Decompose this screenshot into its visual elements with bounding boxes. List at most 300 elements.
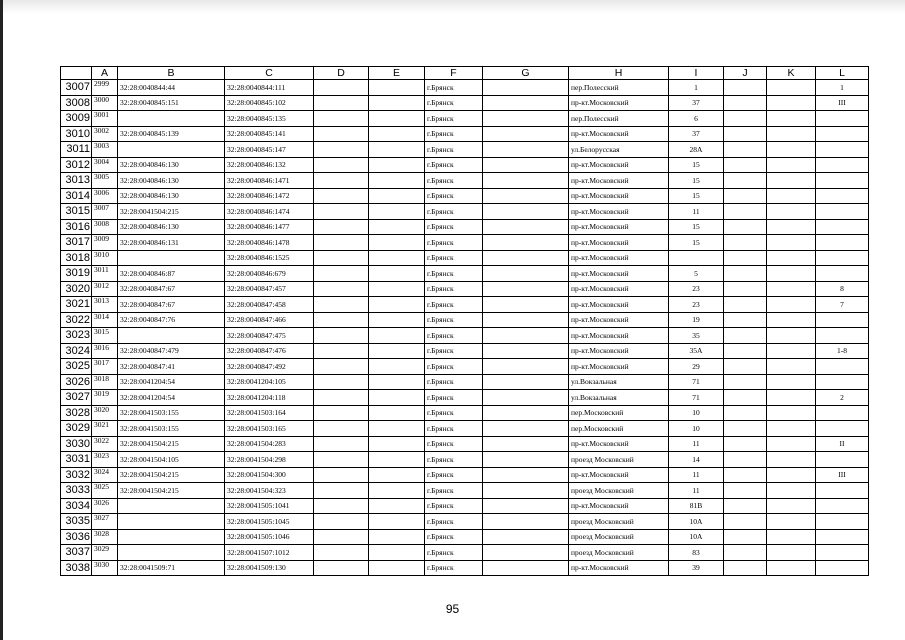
cell-d [314,111,369,127]
spreadsheet-page [60,66,869,576]
cell-i-house: 19 [669,312,724,328]
cell-f-city: г.Брянск [425,498,483,514]
row-number: 3020 [61,281,92,297]
cell-e [369,436,425,452]
row-number: 3032 [61,467,92,483]
row-number: 3038 [61,560,92,576]
cell-f-city: г.Брянск [425,436,483,452]
table-row [61,529,869,545]
cell-i-house: 11 [669,467,724,483]
page-number: 95 [445,602,460,616]
cell-h-street: пр-кт.Московский [569,204,669,220]
cell-c-cadastral: 32:28:0041504:298 [225,452,314,468]
row-number: 3019 [61,266,92,282]
col-header-k: K [767,67,816,80]
cell-c-cadastral: 32:28:0041504:323 [225,483,314,499]
cell-h-street: пер.Полесский [569,80,669,96]
cell-a: 3001 [92,111,118,127]
table-row [61,483,869,499]
row-number: 3021 [61,297,92,313]
cell-e [369,235,425,251]
cell-k [767,405,816,421]
cell-d [314,359,369,375]
cell-k [767,157,816,173]
cell-g [483,142,569,158]
cell-a: 3023 [92,452,118,468]
cell-e [369,250,425,266]
table-row [61,359,869,375]
cell-b-cadastral: 32:28:0041503:155 [118,421,225,437]
cell-f-city: г.Брянск [425,421,483,437]
cell-a: 3009 [92,235,118,251]
cell-l [816,250,869,266]
col-header-i: I [669,67,724,80]
cell-f-city: г.Брянск [425,374,483,390]
cell-d [314,297,369,313]
cell-c-cadastral: 32:28:0041507:1012 [225,545,314,561]
cell-h-street: пр-кт.Московский [569,126,669,142]
col-header-j: J [724,67,767,80]
cell-k [767,111,816,127]
cell-l [816,529,869,545]
table-row [61,126,869,142]
cell-a: 3000 [92,95,118,111]
table-row [61,142,869,158]
row-number: 3012 [61,157,92,173]
row-number: 3010 [61,126,92,142]
cell-k [767,390,816,406]
cell-d [314,250,369,266]
cell-k [767,483,816,499]
table-row [61,173,869,189]
cell-f-city: г.Брянск [425,390,483,406]
cell-g [483,281,569,297]
cell-j [724,452,767,468]
cell-c-cadastral: 32:28:0040847:492 [225,359,314,375]
cell-d [314,374,369,390]
cell-c-cadastral: 32:28:0040846:679 [225,266,314,282]
cell-f-city: г.Брянск [425,312,483,328]
cell-a: 3027 [92,514,118,530]
cell-l [816,266,869,282]
cell-j [724,250,767,266]
cell-i-house: 15 [669,157,724,173]
cell-h-street: пр-кт.Московский [569,250,669,266]
cell-b-cadastral [118,514,225,530]
cell-b-cadastral: 32:28:0040847:67 [118,281,225,297]
cell-k [767,80,816,96]
cell-f-city: г.Брянск [425,126,483,142]
cell-l [816,111,869,127]
cell-d [314,529,369,545]
cell-b-cadastral: 32:28:0040846:130 [118,188,225,204]
cell-j [724,421,767,437]
cell-e [369,173,425,189]
table-row [61,204,869,220]
cell-c-cadastral: 32:28:0040846:1478 [225,235,314,251]
cell-c-cadastral: 32:28:0040846:1477 [225,219,314,235]
cell-c-cadastral: 32:28:0040847:457 [225,281,314,297]
cell-l: II [816,436,869,452]
cell-g [483,529,569,545]
cell-i-house: 10 [669,405,724,421]
table-row [61,452,869,468]
cell-i-house: 71 [669,390,724,406]
cell-k [767,545,816,561]
cell-k [767,529,816,545]
cell-k [767,421,816,437]
cell-e [369,328,425,344]
cell-e [369,297,425,313]
table-row [61,188,869,204]
cell-f-city: г.Брянск [425,142,483,158]
cell-f-city: г.Брянск [425,111,483,127]
cell-i-house: 15 [669,173,724,189]
cell-j [724,405,767,421]
cell-k [767,498,816,514]
cell-a: 3014 [92,312,118,328]
cell-f-city: г.Брянск [425,80,483,96]
cell-i-house: 39 [669,560,724,576]
cell-d [314,173,369,189]
row-number: 3031 [61,452,92,468]
cell-f-city: г.Брянск [425,560,483,576]
cell-k [767,467,816,483]
cell-i-house: 29 [669,359,724,375]
cell-l [816,359,869,375]
cell-a: 3022 [92,436,118,452]
cell-e [369,157,425,173]
cell-f-city: г.Брянск [425,343,483,359]
cell-e [369,281,425,297]
cell-e [369,111,425,127]
cell-g [483,157,569,173]
col-header-e: E [369,67,425,80]
cell-c-cadastral: 32:28:0040845:135 [225,111,314,127]
cell-k [767,142,816,158]
cell-g [483,498,569,514]
row-number: 3023 [61,328,92,344]
row-number: 3033 [61,483,92,499]
cell-j [724,142,767,158]
cell-h-street: пр-кт.Московский [569,467,669,483]
cell-g [483,95,569,111]
cell-k [767,235,816,251]
table-row [61,343,869,359]
cell-b-cadastral [118,328,225,344]
cell-g [483,483,569,499]
cell-b-cadastral: 32:28:0040847:479 [118,343,225,359]
cell-k [767,359,816,375]
cell-c-cadastral: 32:28:0040847:475 [225,328,314,344]
cell-b-cadastral: 32:28:0040847:41 [118,359,225,375]
cell-d [314,80,369,96]
cell-j [724,560,767,576]
table-row [61,312,869,328]
cell-a: 3020 [92,405,118,421]
cell-a: 3002 [92,126,118,142]
cell-d [314,235,369,251]
row-number: 3018 [61,250,92,266]
cell-e [369,498,425,514]
cell-g [483,173,569,189]
cell-f-city: г.Брянск [425,235,483,251]
cell-j [724,111,767,127]
cell-c-cadastral: 32:28:0040846:132 [225,157,314,173]
cell-a: 3019 [92,390,118,406]
cell-l [816,483,869,499]
cell-f-city: г.Брянск [425,467,483,483]
cell-f-city: г.Брянск [425,219,483,235]
cell-f-city: г.Брянск [425,359,483,375]
cell-e [369,142,425,158]
table-row [61,157,869,173]
cell-b-cadastral [118,111,225,127]
cell-g [483,312,569,328]
cell-h-street: проезд Московский [569,514,669,530]
cell-a: 3011 [92,266,118,282]
cell-j [724,514,767,530]
cell-g [483,467,569,483]
cell-k [767,452,816,468]
cell-j [724,529,767,545]
cell-i-house: 6 [669,111,724,127]
cell-e [369,312,425,328]
column-header-row [61,67,869,80]
cell-l [816,328,869,344]
cell-g [483,374,569,390]
cell-e [369,343,425,359]
cell-h-street: пр-кт.Московский [569,560,669,576]
cell-j [724,126,767,142]
cell-d [314,483,369,499]
cell-l [816,126,869,142]
row-number: 3007 [61,80,92,96]
col-header-a: A [92,67,118,80]
cell-c-cadastral: 32:28:0040847:458 [225,297,314,313]
cell-g [483,436,569,452]
cell-k [767,219,816,235]
cell-k [767,173,816,189]
cell-h-street: проезд Московский [569,545,669,561]
cell-g [483,560,569,576]
cell-f-city: г.Брянск [425,328,483,344]
cell-i-house: 81В [669,498,724,514]
cell-c-cadastral: 32:28:0041504:300 [225,467,314,483]
cell-l: 8 [816,281,869,297]
cell-k [767,328,816,344]
cell-h-street: пр-кт.Московский [569,157,669,173]
cell-b-cadastral: 32:28:0040846:87 [118,266,225,282]
cell-h-street: пр-кт.Московский [569,328,669,344]
cell-a: 3016 [92,343,118,359]
cell-c-cadastral: 32:28:0040846:1472 [225,188,314,204]
cell-l [816,188,869,204]
cell-c-cadastral: 32:28:0041505:1041 [225,498,314,514]
cell-b-cadastral [118,529,225,545]
cell-g [483,235,569,251]
cell-h-street: пр-кт.Московский [569,359,669,375]
cell-i-house: 11 [669,483,724,499]
cell-b-cadastral [118,498,225,514]
cell-f-city: г.Брянск [425,297,483,313]
cell-g [483,80,569,96]
cell-c-cadastral: 32:28:0040847:466 [225,312,314,328]
cell-i-house [669,250,724,266]
row-number: 3035 [61,514,92,530]
cell-e [369,374,425,390]
col-header-g: G [483,67,569,80]
cell-e [369,529,425,545]
cell-k [767,560,816,576]
table-row [61,281,869,297]
cell-d [314,328,369,344]
cell-l [816,312,869,328]
cell-e [369,514,425,530]
cell-h-street: пр-кт.Московский [569,343,669,359]
cell-h-street: пр-кт.Московский [569,297,669,313]
cell-l: 2 [816,390,869,406]
cell-c-cadastral: 32:28:0040846:1525 [225,250,314,266]
cell-k [767,266,816,282]
cell-c-cadastral: 32:28:0041509:130 [225,560,314,576]
col-header-h: H [569,67,669,80]
row-number: 3008 [61,95,92,111]
cell-l: III [816,95,869,111]
cell-i-house: 11 [669,204,724,220]
cell-d [314,514,369,530]
cell-l [816,421,869,437]
cell-e [369,126,425,142]
cell-i-house: 23 [669,281,724,297]
cell-i-house: 14 [669,452,724,468]
cell-e [369,219,425,235]
cell-c-cadastral: 32:28:0041204:105 [225,374,314,390]
cell-l [816,157,869,173]
cell-f-city: г.Брянск [425,483,483,499]
cell-h-street: пр-кт.Московский [569,219,669,235]
cell-j [724,312,767,328]
cell-l [816,142,869,158]
cell-a: 3021 [92,421,118,437]
cell-f-city: г.Брянск [425,173,483,189]
cell-a: 3030 [92,560,118,576]
cell-j [724,204,767,220]
cell-i-house: 15 [669,235,724,251]
cell-h-street: пер.Московский [569,405,669,421]
cell-i-house: 10А [669,529,724,545]
cell-l [816,219,869,235]
cell-g [483,250,569,266]
cell-j [724,266,767,282]
cell-d [314,312,369,328]
cell-f-city: г.Брянск [425,266,483,282]
cell-e [369,390,425,406]
cell-a: 3025 [92,483,118,499]
cell-b-cadastral: 32:28:0041503:155 [118,405,225,421]
cell-j [724,80,767,96]
cell-d [314,390,369,406]
cell-j [724,374,767,390]
cell-j [724,188,767,204]
row-number: 3022 [61,312,92,328]
cell-j [724,498,767,514]
cell-h-street: ул.Вокзальная [569,390,669,406]
cell-g [483,405,569,421]
cell-f-city: г.Брянск [425,157,483,173]
cell-d [314,204,369,220]
cell-b-cadastral: 32:28:0041504:215 [118,467,225,483]
cell-d [314,219,369,235]
cell-d [314,266,369,282]
cell-j [724,545,767,561]
cell-i-house: 83 [669,545,724,561]
cell-k [767,95,816,111]
cell-c-cadastral: 32:28:0041504:283 [225,436,314,452]
cell-c-cadastral: 32:28:0041503:164 [225,405,314,421]
table-row [61,390,869,406]
cell-l [816,514,869,530]
cell-h-street: пр-кт.Московский [569,266,669,282]
cell-e [369,467,425,483]
row-number: 3009 [61,111,92,127]
cell-d [314,126,369,142]
table-row [61,235,869,251]
cell-i-house: 15 [669,219,724,235]
cell-b-cadastral: 32:28:0040846:131 [118,235,225,251]
cell-e [369,204,425,220]
cell-d [314,467,369,483]
cell-c-cadastral: 32:28:0041204:118 [225,390,314,406]
cell-l [816,374,869,390]
cell-d [314,188,369,204]
cell-f-city: г.Брянск [425,545,483,561]
cell-f-city: г.Брянск [425,529,483,545]
cell-c-cadastral: 32:28:0040845:141 [225,126,314,142]
cell-h-street: пр-кт.Московский [569,312,669,328]
row-number: 3015 [61,204,92,220]
cell-i-house: 1 [669,80,724,96]
cell-d [314,281,369,297]
row-number: 3017 [61,235,92,251]
cell-d [314,452,369,468]
data-table [60,66,869,576]
cell-c-cadastral: 32:28:0040845:102 [225,95,314,111]
cell-d [314,421,369,437]
cell-k [767,297,816,313]
cell-a: 3012 [92,281,118,297]
row-number: 3029 [61,421,92,437]
cell-k [767,343,816,359]
cell-i-house: 37 [669,126,724,142]
cell-h-street: пр-кт.Московский [569,188,669,204]
cell-j [724,95,767,111]
cell-j [724,157,767,173]
row-number: 3027 [61,390,92,406]
cell-b-cadastral [118,142,225,158]
cell-e [369,545,425,561]
cell-h-street: проезд Московский [569,529,669,545]
cell-f-city: г.Брянск [425,250,483,266]
cell-g [483,390,569,406]
cell-a: 3018 [92,374,118,390]
cell-b-cadastral: 32:28:0040844:44 [118,80,225,96]
row-number: 3028 [61,405,92,421]
cell-a: 3007 [92,204,118,220]
cell-h-street: пр-кт.Московский [569,235,669,251]
table-row [61,374,869,390]
cell-l [816,560,869,576]
